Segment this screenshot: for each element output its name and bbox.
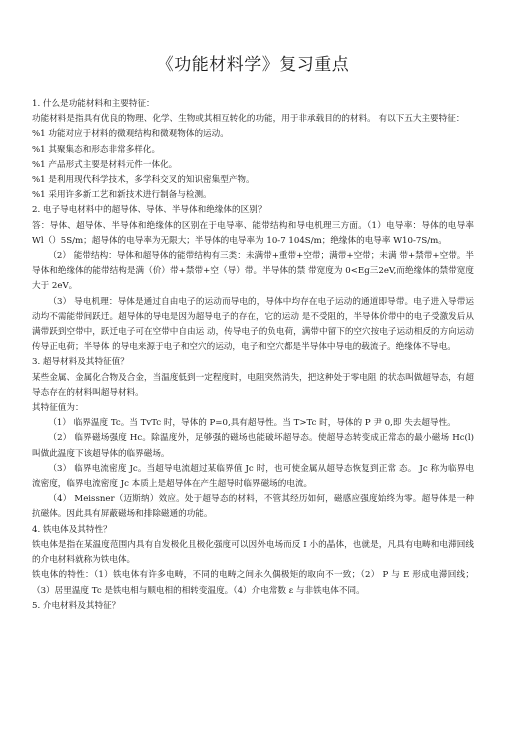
indented-paragraph: （2） 临界磁场强度 Hc。除温度外，足够强的磁场也能破坏超导态。使超导态转变成正常态的最小磁场 Hc(l)叫做此温度下该超导体的临界磁场。 — [32, 433, 474, 459]
paragraph: 某些金属、金属化合物及合金，当温度低到一定程度时，电阻突然消失，把这种处于零电阻 的状态叫做超导态，有超导态存在的材料叫超导材料。 — [32, 372, 474, 398]
document-body — [32, 97, 474, 614]
indented-paragraph: （3） 临界电流密度 Jc。当超导电流超过某临界值 Jc 时，也可使金属从超导态恢复到正常 态。 Jc 称为临界电流密度，临界电流密度 Jc 本质上是超导体在产生超导时临界磁场的电流。 — [32, 463, 474, 490]
bullet-item: %1 采用许多新工艺和新技术进行制备与检测。 — [32, 190, 212, 201]
section-heading: 1. 什么是功能材料和主要特征： — [32, 99, 155, 109]
section-heading: 3. 超导材料及其特征值？ — [32, 357, 129, 368]
bullet-item: %1 其聚集态和形态非常多样化。 — [32, 144, 161, 155]
section-heading: 5. 介电材料及其特征？ — [32, 600, 121, 611]
paragraph: 答：导体、超导体、半导体和绝缘体的区别在于电导率、能带结构和导电机理三方面。（1）电导率：导体的电导率 Wl（）5S/m；超导体的电导率为无限大；半导体的电导率为 10-7 104S/m；绝缘体的电导率 W10-7S/m。 — [32, 220, 474, 246]
bullet-item: %1 产品形式主要是材料元件一体化。 — [32, 159, 178, 170]
paragraph: 铁电体是指在某温度范围内具有自发极化且极化强度可以因外电场而反 I 小的晶体，也就是，凡具有电畴和电滞回线的介电材料就称为铁电体。 — [32, 539, 474, 566]
indented-paragraph: （3） 导电机理：导体是通过自由电子的运动而导电的，导体中均存在电子运动的通道即导带。电子进入导带运动均不需能带间跃迁。超导体的导电是因为超导电子的存在，它的运动 是不受阻的，半导体价带中的电子受激发后从满带跃到空带中，跃迁电子可在空带中自由运 动，传导电子的负电荷，满带中留下的空穴按电子运动相反的方向运动传导正电荷；半导体 的导电来源于电子和空穴的运动，电子和空穴都是半导体中导电的载流子。绝缘体不导电。 — [32, 296, 474, 353]
bullet-item: %1 功能对应于材料的微观结构和微观物体的运动。 — [32, 129, 229, 140]
indented-paragraph: （2） 能带结构：导体和超导体的能带结构有三类：未满带+重带+空带；满带+空带；未满 带+禁带+空带。半导体和绝缘体的能带结构是满（价）带+禁带+空（导）带。半导体的禁 带宽度为 0<Eg三2eV,而绝缘体的禁带宽度大于 2eV。 — [32, 251, 474, 292]
bullet-item: %1 是利用现代科学技术，多学科交叉的知识密集型产物。 — [32, 175, 255, 186]
page-title: 《功能材料学》复习重点 — [156, 55, 350, 75]
section-heading: 其特征值为： — [32, 403, 84, 414]
indented-paragraph: （4） Meissner（迈斯纳）效应。处于超导态的材料，不管其经历如何，磁感应强度始终为零。超导体是一种抗磁体。因此具有屏蔽磁场和排除磁通的功能。 — [32, 494, 474, 520]
section-heading: 2. 电子导电材料中的超导体、导体、半导体和绝缘体的区别？ — [32, 205, 267, 216]
section-heading: 4. 铁电体及其特性？ — [32, 524, 112, 535]
paragraph: 功能材料是指具有优良的物理、化学、生物或其相互转化的功能，用于非承载目的的材料。 有以下五大主要特征： — [32, 114, 465, 125]
indented-paragraph: （1） 临界温度 Tc。当 TvTc 时，导体的 P=0,具有超导性。当 T>Tc 时，导体的 P 尹 0,即 失去超导性。 — [48, 418, 456, 429]
paragraph: 铁电体的特性：（1）铁电体有许多电畴，不同的电畴之间永久偶极矩的取向不一致；（2） P 与 E 形成电滞回线；（3）居里温度 Tc 是铁电相与顺电相的相转变温度。（4）介电常数 ε 与非铁电体不同。 — [32, 570, 474, 596]
